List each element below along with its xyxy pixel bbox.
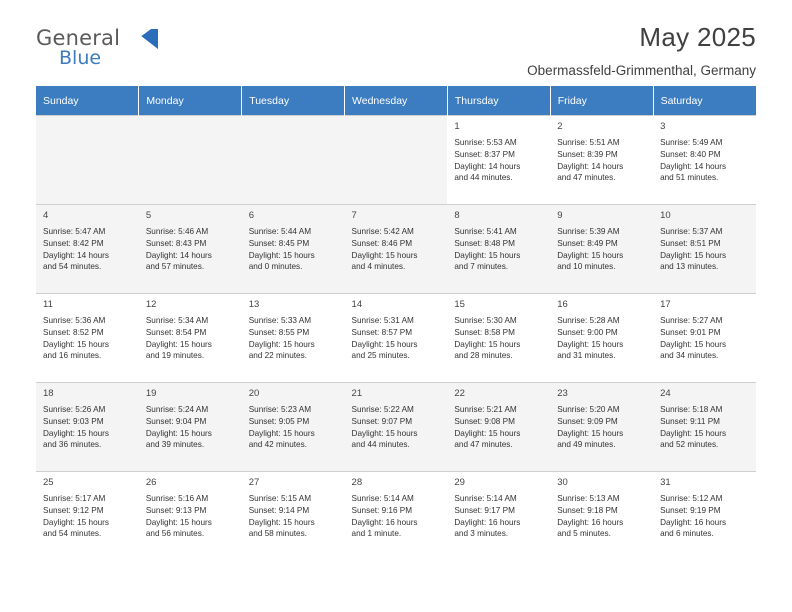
calendar-day-cell [242,472,345,561]
day-info-line: Sunrise: 5:17 AM [43,494,106,504]
day-info [557,493,646,540]
day-info-line: and 47 minutes. [557,173,616,183]
weekday-header-sunday: Sunday [36,86,139,116]
day-info-line: and 44 minutes. [454,173,513,183]
calendar-day-cell [550,205,653,294]
weekday-header-thursday: Thursday [447,86,550,116]
day-number: 4 [43,210,49,221]
day-info [454,226,543,273]
day-info-line: Daylight: 15 hours [660,250,727,260]
day-info-line: Sunrise: 5:34 AM [145,316,209,326]
day-number: 15 [454,299,465,310]
calendar-day-cell [36,294,139,383]
day-info-line: Sunrise: 5:33 AM [248,316,312,326]
day-info-line: and 31 minutes. [557,351,616,361]
day-info-line: and 0 minutes. [248,262,303,272]
day-info [146,226,235,273]
day-info-line: Sunrise: 5:14 AM [454,494,517,504]
calendar-day-cell [139,383,242,472]
day-number: 13 [248,299,260,310]
weekday-header-saturday: Saturday [653,86,756,116]
day-info-line: Sunset: 9:01 PM [660,328,721,338]
day-info-line: Daylight: 15 hours [248,339,315,349]
calendar-day-cell [653,294,756,383]
day-info-line: Sunrise: 5:12 AM [660,494,723,504]
day-number: 8 [454,210,460,221]
day-info-line: Sunset: 9:18 PM [557,506,618,516]
day-info-line: and 25 minutes. [351,351,410,361]
day-number: 26 [145,477,157,488]
day-info-line: Sunrise: 5:27 AM [660,316,723,326]
day-info-line: and 44 minutes. [351,440,410,450]
day-info [249,493,338,540]
calendar-day-cell [345,205,448,294]
day-info-line: and 5 minutes. [557,529,611,539]
day-info-line: Daylight: 15 hours [43,428,109,438]
day-number: 22 [454,388,465,399]
day-info-line: Sunset: 9:16 PM [351,506,413,516]
day-info-line: Sunset: 8:57 PM [351,328,413,338]
day-info-line: Sunset: 8:45 PM [248,239,310,249]
day-info-line: Sunset: 8:52 PM [43,328,104,338]
calendar-week-row [36,116,756,205]
day-info-line: and 51 minutes. [660,173,719,183]
calendar-day-cell [447,383,550,472]
calendar-day-cell [653,116,756,205]
calendar-day-cell [653,472,756,561]
day-info-line: Sunrise: 5:42 AM [351,227,414,237]
day-info-line: Sunrise: 5:44 AM [248,227,312,237]
calendar-day-cell [36,383,139,472]
day-info-line: Daylight: 14 hours [660,161,727,171]
calendar-day-cell [139,472,242,561]
day-info [352,315,441,362]
day-info-line: Daylight: 15 hours [557,339,624,349]
day-info [43,226,132,273]
day-info-line: Daylight: 15 hours [660,339,727,349]
day-info-line: and 10 minutes. [557,262,616,272]
day-info-line: Sunset: 9:09 PM [557,417,618,427]
day-number: 11 [43,299,53,310]
day-info-line: and 42 minutes. [248,440,307,450]
day-info-line: Daylight: 15 hours [454,428,521,438]
day-number: 31 [660,477,671,488]
day-info-line: Daylight: 16 hours [351,517,418,527]
day-info-line: Sunrise: 5:28 AM [557,316,620,326]
day-info-line: Daylight: 15 hours [43,517,109,527]
calendar-day-cell [447,294,550,383]
day-info-line: Daylight: 15 hours [145,517,212,527]
day-info [43,404,132,451]
calendar-cell-empty [242,116,345,205]
day-number: 6 [248,210,254,221]
day-number: 7 [351,210,357,221]
calendar-day-cell [242,205,345,294]
calendar-table [36,86,756,560]
day-info-line: and 16 minutes. [43,351,102,361]
day-info [454,493,543,540]
day-info-line: Sunset: 9:14 PM [248,506,310,516]
day-info-line: Sunset: 9:17 PM [454,506,515,516]
day-info-line: Sunset: 8:39 PM [557,150,618,160]
day-info-line: Sunset: 8:58 PM [454,328,515,338]
day-info [43,315,132,362]
day-number: 12 [145,299,157,310]
day-info-line: Sunrise: 5:49 AM [660,138,723,148]
day-info-line: Sunrise: 5:13 AM [557,494,620,504]
calendar-day-cell [653,383,756,472]
weekday-header-row [36,86,756,116]
day-info-line: and 57 minutes. [145,262,205,272]
day-info-line: and 34 minutes. [660,351,719,361]
day-info-line: Sunset: 9:07 PM [351,417,413,427]
day-info-line: Daylight: 15 hours [145,428,212,438]
day-info-line: Daylight: 15 hours [660,428,727,438]
day-info-line: Sunset: 8:37 PM [454,150,515,160]
calendar-day-cell [345,383,448,472]
day-info-line: Sunrise: 5:15 AM [248,494,312,504]
day-info-line: Daylight: 15 hours [351,250,418,260]
page-title: May 2025 [639,22,756,52]
day-info [557,226,646,273]
calendar-day-cell [345,294,448,383]
day-info [352,404,441,451]
day-info [352,226,441,273]
day-info-line: Daylight: 15 hours [557,428,624,438]
day-info [454,404,543,451]
logo[interactable] [36,26,236,76]
day-info-line: Sunset: 8:43 PM [145,239,207,249]
calendar-week-row [36,383,756,472]
day-number: 23 [557,388,568,399]
day-info-line: Sunrise: 5:47 AM [43,227,106,237]
day-info-line: and 52 minutes. [660,440,719,450]
day-info-line: Sunset: 8:42 PM [43,239,104,249]
day-info-line: Sunset: 8:54 PM [145,328,207,338]
day-number: 20 [248,388,260,399]
day-info-line: Sunset: 9:05 PM [248,417,310,427]
day-number: 25 [43,477,54,488]
day-info-line: Sunrise: 5:21 AM [454,405,517,415]
day-info-line: Sunrise: 5:18 AM [660,405,723,415]
day-info-line: Daylight: 15 hours [351,428,418,438]
day-info-line: Daylight: 16 hours [557,517,624,527]
logo-text-general: General [36,26,121,50]
day-number: 30 [557,477,568,488]
day-info-line: Sunrise: 5:51 AM [557,138,620,148]
day-info-line: Daylight: 15 hours [248,517,315,527]
day-number: 17 [660,299,671,310]
day-info-line: and 6 minutes. [660,529,714,539]
day-info-line: Daylight: 15 hours [557,250,624,260]
day-number: 21 [351,388,363,399]
day-info [249,404,338,451]
calendar-cell-empty [36,116,139,205]
day-info-line: Sunset: 8:48 PM [454,239,515,249]
day-info-line: Daylight: 14 hours [557,161,624,171]
day-info-line: Daylight: 15 hours [43,339,109,349]
day-info-line: Sunrise: 5:20 AM [557,405,620,415]
day-info-line: Sunset: 9:11 PM [660,417,720,427]
day-info-line: Sunset: 9:19 PM [660,506,721,516]
day-info [454,137,543,184]
day-info-line: Daylight: 14 hours [43,250,109,260]
day-info-line: Sunrise: 5:53 AM [454,138,517,148]
day-number: 27 [248,477,260,488]
day-info-line: Sunrise: 5:30 AM [454,316,517,326]
day-info [146,315,235,362]
day-info-line: Sunrise: 5:46 AM [145,227,209,237]
day-info-line: Daylight: 15 hours [248,250,315,260]
weekday-header-tuesday: Tuesday [242,86,345,116]
day-info [43,493,132,540]
day-number: 3 [660,121,666,132]
calendar-day-cell [550,383,653,472]
calendar-cell-empty [345,116,448,205]
day-info-line: Sunrise: 5:24 AM [145,405,209,415]
day-info-line: Daylight: 15 hours [351,339,418,349]
calendar-day-cell [447,116,550,205]
day-info-line: Sunset: 9:13 PM [145,506,207,516]
day-info-line: Daylight: 15 hours [454,250,521,260]
calendar-week-row [36,205,756,294]
page-header [36,0,756,78]
day-info [249,226,338,273]
day-info-line: Sunset: 9:04 PM [145,417,207,427]
day-info-line: Sunrise: 5:26 AM [43,405,106,415]
day-info [557,315,646,362]
calendar-day-cell [242,383,345,472]
day-info-line: Sunrise: 5:37 AM [660,227,723,237]
day-info-line: Sunrise: 5:23 AM [248,405,312,415]
day-info [660,137,749,184]
day-info-line: Daylight: 15 hours [454,339,521,349]
day-info-line: and 47 minutes. [454,440,513,450]
logo-text-blue: Blue [59,47,102,69]
day-info [454,315,543,362]
day-number: 19 [145,388,157,399]
flag-triangle-icon [132,29,158,49]
day-info-line: Sunrise: 5:41 AM [454,227,517,237]
calendar-week-row [36,294,756,383]
day-info-line: and 22 minutes. [248,351,307,361]
day-info [352,493,441,540]
day-number: 16 [557,299,568,310]
day-info-line: Sunset: 9:08 PM [454,417,515,427]
day-info-line: Sunset: 8:46 PM [351,239,413,249]
day-info-line: and 39 minutes. [145,440,205,450]
day-number: 1 [454,121,460,132]
weekday-header-wednesday: Wednesday [345,86,448,116]
day-info-line: Sunrise: 5:16 AM [145,494,209,504]
calendar-day-cell [36,205,139,294]
day-info-line: Daylight: 16 hours [454,517,521,527]
weekday-header-monday: Monday [139,86,242,116]
day-info [660,404,749,451]
day-info [249,315,338,362]
calendar-day-cell [139,294,242,383]
day-info-line: Sunset: 8:49 PM [557,239,618,249]
day-info-line: Daylight: 16 hours [660,517,727,527]
day-info-line: and 49 minutes. [557,440,616,450]
day-info-line: and 28 minutes. [454,351,513,361]
day-info-line: Daylight: 15 hours [248,428,315,438]
day-info-line: and 54 minutes. [43,262,102,272]
weekday-header-friday: Friday [550,86,653,116]
day-info-line: and 36 minutes. [43,440,102,450]
day-info-line: Sunrise: 5:22 AM [351,405,414,415]
day-info-line: and 13 minutes. [660,262,719,272]
day-info-line: and 4 minutes. [351,262,406,272]
day-info-line: and 3 minutes. [454,529,509,539]
calendar-cell-empty [139,116,242,205]
day-info-line: Sunrise: 5:14 AM [351,494,414,504]
day-number: 24 [660,388,671,399]
page-subtitle: Obermassfeld-Grimmenthal, Germany [527,63,756,78]
day-info [660,493,749,540]
day-info [660,226,749,273]
day-number: 2 [557,121,563,132]
calendar-week-row [36,472,756,561]
calendar-day-cell [139,205,242,294]
day-info-line: and 56 minutes. [145,529,205,539]
day-info-line: Sunset: 8:51 PM [660,239,721,249]
calendar-day-cell [447,472,550,561]
day-info-line: Daylight: 15 hours [145,339,212,349]
day-info-line: Sunset: 9:03 PM [43,417,104,427]
calendar-day-cell [550,294,653,383]
day-info-line: Sunrise: 5:36 AM [43,316,106,326]
day-info-line: Daylight: 14 hours [454,161,521,171]
day-info [557,404,646,451]
calendar-day-cell [550,116,653,205]
calendar-day-cell [242,294,345,383]
day-number: 29 [454,477,465,488]
day-info-line: and 19 minutes. [145,351,205,361]
day-info-line: Daylight: 14 hours [145,250,212,260]
day-info [146,493,235,540]
day-number: 28 [351,477,363,488]
calendar-day-cell [36,472,139,561]
day-info-line: and 54 minutes. [43,529,102,539]
day-number: 10 [660,210,671,221]
day-number: 9 [557,210,563,221]
day-info-line: and 1 minute. [351,529,402,539]
day-info-line: Sunset: 8:55 PM [248,328,310,338]
day-info-line: Sunset: 8:40 PM [660,150,721,160]
day-info [660,315,749,362]
day-info-line: and 58 minutes. [248,529,307,539]
day-number: 5 [145,210,152,221]
calendar-day-cell [345,472,448,561]
day-info-line: Sunset: 9:00 PM [557,328,618,338]
day-info-line: Sunset: 9:12 PM [43,506,104,516]
day-number: 14 [351,299,363,310]
calendar-day-cell [550,472,653,561]
day-info [146,404,235,451]
calendar-body [36,116,756,561]
calendar-day-cell [653,205,756,294]
calendar-day-cell [447,205,550,294]
day-number: 18 [43,388,54,399]
day-info-line: and 7 minutes. [454,262,509,272]
day-info-line: Sunrise: 5:31 AM [351,316,414,326]
day-info-line: Sunrise: 5:39 AM [557,227,620,237]
day-info [557,137,646,184]
